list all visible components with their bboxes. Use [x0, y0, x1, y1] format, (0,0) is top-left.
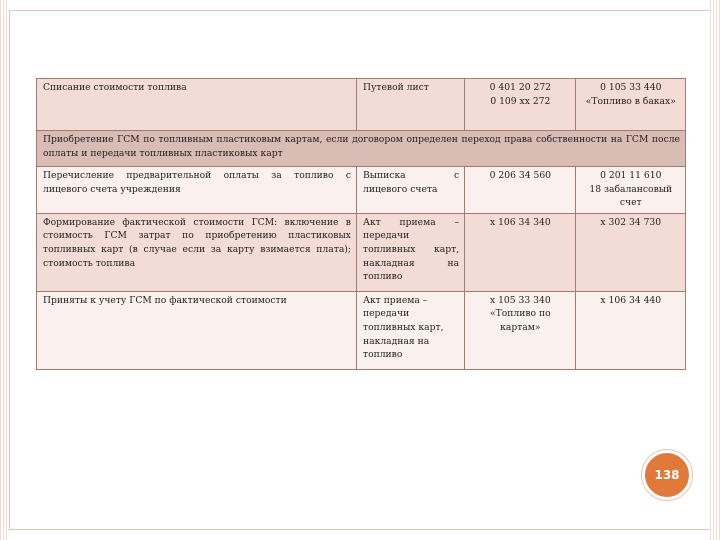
operation-cell: Формирование фактической стоимости ГСМ: включение в стоимость ГСМ затрат по приобретению пластиковых топливных карт (в случае если за карту взимается плата); стоимость топлива — [37, 213, 357, 291]
credit-cell: х 302 34 730 — [575, 213, 685, 291]
document-cell: Акт приема – передачи топливных карт, накладная на топливо — [356, 291, 464, 369]
table-row — [37, 167, 686, 214]
decorative-stripes-right — [710, 0, 720, 540]
operation-cell: Перечисление предварительной оплаты за топливо с лицевого счета учреждения — [37, 167, 357, 214]
debit-cell — [465, 79, 575, 131]
debit-cell: 0 206 34 560 — [465, 167, 575, 214]
debit-cell — [465, 291, 575, 369]
page-number: 138 — [654, 468, 680, 482]
debit-cell: х 106 34 340 — [465, 213, 575, 291]
document-cell: Выписка с лицевого счета — [356, 167, 464, 214]
credit-value: 0 201 11 610 18 забалансовый счет — [589, 170, 673, 209]
page-number-badge — [642, 450, 692, 500]
section-heading-cell: Приобретение ГСМ по топливным пластиковым картам, если договором определен переход права собственности на ГСМ после оплаты и передачи топливных пластиковых карт — [37, 131, 686, 167]
table-row — [37, 213, 686, 291]
decorative-stripes-left — [0, 0, 8, 540]
table-row — [37, 291, 686, 369]
accounting-table — [36, 78, 686, 370]
operation-cell: Списание стоимости топлива — [37, 79, 357, 131]
credit-cell — [575, 167, 685, 214]
credit-value: 0 105 33 440 «Топливо в баках» — [585, 82, 676, 107]
document-cell: Путевой лист — [356, 79, 464, 131]
table-row — [37, 131, 686, 167]
document-cell: Акт приема – передачи топливных карт, накладная на топливо — [356, 213, 464, 291]
table-row — [37, 79, 686, 131]
debit-value: 0 401 20 272 0 109 хх 272 — [489, 82, 552, 107]
debit-value: х 105 33 340 «Топливо по картам» — [489, 294, 551, 333]
credit-cell: х 106 34 440 — [575, 291, 685, 369]
operation-cell: Приняты к учету ГСМ по фактической стоимости — [37, 291, 357, 369]
credit-cell — [575, 79, 685, 131]
